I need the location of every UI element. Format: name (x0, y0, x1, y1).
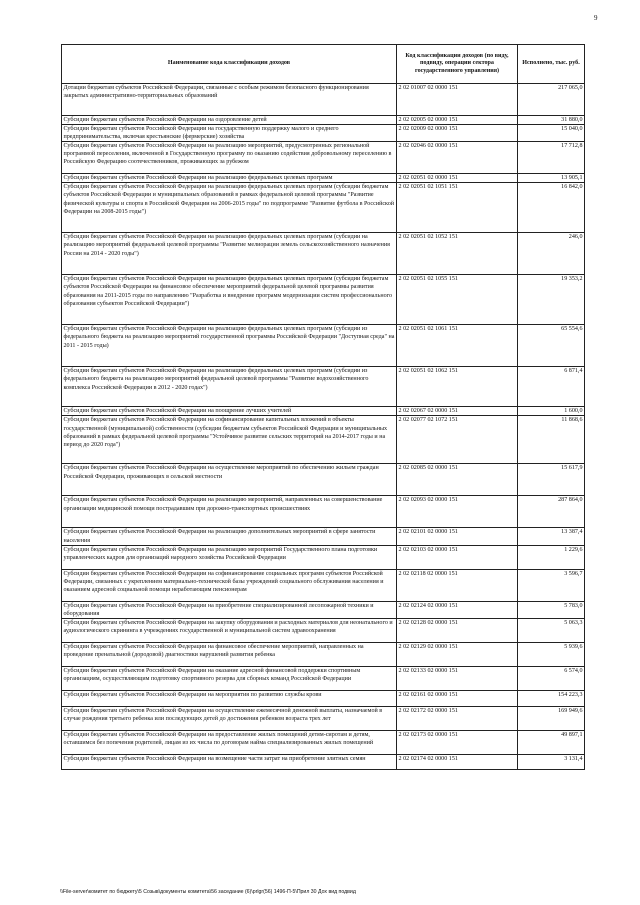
cell-code: 2 02 02009 02 0000 151 (397, 125, 518, 142)
cell-code: 2 02 02085 02 0000 151 (397, 464, 518, 496)
cell-name: Субсидии бюджетам субъектов Российской Федерации на государственную поддержку малого и среднего предпринимательства, включая крестьянские (фермерские) хозяйства (62, 125, 397, 142)
cell-code: 2 02 02067 02 0000 151 (397, 407, 518, 416)
cell-name: Субсидии бюджетам субъектов Российской Федерации на осуществление ежемесячной денежной выплаты, назначаемой в случае рождения третьего ребенка или последующих детей до достижения ребенком возраста трех лет (62, 706, 397, 730)
table-body (62, 84, 585, 770)
cell-amount: 3 596,7 (518, 569, 585, 601)
cell-amount: 15 040,0 (518, 125, 585, 142)
cell-amount: 15 617,9 (518, 464, 585, 496)
cell-amount: 19 353,2 (518, 275, 585, 325)
cell-name: Субсидии бюджетам субъектов Российской Федерации на возмещение части затрат на приобретение элитных семян (62, 754, 397, 769)
cell-name: Субсидии бюджетам субъектов Российской Федерации на софинансирование капитальных вложений в объекты государственной (муниципальной) собственности (субсидии бюджетам субъектов Российской Федерации и муниципальных образований в рамках федеральной целевой программы "Устойчивое развитие сельских территорий на 2014-2017 годы и на период до 2020 года") (62, 416, 397, 464)
cell-name: Дотации бюджетам субъектов Российской Федерации, связанные с особым режимом безопасного функционирования закрытых административно-территориальных образований (62, 84, 397, 116)
cell-code: 2 02 02173 02 0000 151 (397, 730, 518, 754)
cell-code: 2 02 02124 02 0000 151 (397, 601, 518, 618)
table-row (62, 706, 585, 730)
cell-name: Субсидии бюджетам субъектов Российской Федерации на реализацию федеральных целевых программ (62, 174, 397, 183)
cell-code: 2 02 02174 02 0000 151 (397, 754, 518, 769)
cell-code: 2 02 02077 02 1072 151 (397, 416, 518, 464)
cell-code: 2 02 02133 02 0000 151 (397, 666, 518, 690)
cell-name: Субсидии бюджетам субъектов Российской Федерации на софинансирование социальных программ субъектов Российской Федерации, связанных с укреплением материально-технической базы учреждений социального обслуживания населения и оказанием адресной социальной помощи неработающим пенсионерам (62, 569, 397, 601)
table-row (62, 642, 585, 666)
table-row (62, 407, 585, 416)
header-amount: Исполнено, тыс. руб. (518, 45, 585, 84)
cell-amount: 5 939,6 (518, 642, 585, 666)
table-row (62, 464, 585, 496)
table-row (62, 416, 585, 464)
cell-name: Субсидии бюджетам субъектов Российской Федерации на предоставление жилых помещений детям-сиротам и детям, оставшимся без попечения родителей, лицам из их числа по договорам найма специализированных жилых помещений (62, 730, 397, 754)
cell-code: 2 02 02051 02 1055 151 (397, 275, 518, 325)
cell-code: 2 02 02051 02 1062 151 (397, 367, 518, 407)
cell-code: 2 02 02103 02 0000 151 (397, 545, 518, 569)
cell-name: Субсидии бюджетам субъектов Российской Федерации на реализацию дополнительных мероприятий в сфере занятости населения (62, 528, 397, 545)
table-header-row (62, 45, 585, 84)
cell-amount: 1 600,0 (518, 407, 585, 416)
table-row (62, 142, 585, 174)
cell-amount: 5 063,3 (518, 618, 585, 642)
cell-code: 2 02 02093 02 0000 151 (397, 496, 518, 528)
table-row (62, 174, 585, 183)
table-row (62, 275, 585, 325)
header-code: Код классификации доходов (по виду, подвиду, операции сектора государственного управления) (397, 45, 518, 84)
header-name: Наименование кода классификации доходов (62, 45, 397, 84)
cell-name: Субсидии бюджетам субъектов Российской Федерации на реализацию федеральных целевых программ (субсидии на реализацию мероприятий федеральной целевой программы "Развитие мелиорации земель сельскохозяйственного назначения России на 2014 - 2020 годы") (62, 233, 397, 275)
cell-amount: 154 223,3 (518, 690, 585, 706)
cell-code: 2 02 01007 02 0000 151 (397, 84, 518, 116)
cell-code: 2 02 02051 02 0000 151 (397, 174, 518, 183)
cell-amount: 11 868,6 (518, 416, 585, 464)
table-row (62, 84, 585, 116)
cell-amount: 246,0 (518, 233, 585, 275)
cell-amount: 6 871,4 (518, 367, 585, 407)
table-row (62, 116, 585, 125)
revenue-table (61, 44, 585, 770)
cell-amount: 13 905,1 (518, 174, 585, 183)
cell-code: 2 02 02129 02 0000 151 (397, 642, 518, 666)
cell-name: Субсидии бюджетам субъектов Российской Федерации на поощрение лучших учителей (62, 407, 397, 416)
table-row (62, 367, 585, 407)
table-row (62, 601, 585, 618)
cell-name: Субсидии бюджетам субъектов Российской Федерации на оздоровление детей (62, 116, 397, 125)
table-row (62, 528, 585, 545)
table-row (62, 690, 585, 706)
table-row (62, 545, 585, 569)
cell-code: 2 02 02161 02 0000 151 (397, 690, 518, 706)
cell-name: Субсидии бюджетам субъектов Российской Федерации на финансовое обеспечение мероприятий, направленных на проведение пренатальной (дородовой) диагностики нарушений развития ребенка (62, 642, 397, 666)
table-row (62, 125, 585, 142)
cell-amount: 5 783,0 (518, 601, 585, 618)
cell-amount: 16 842,0 (518, 183, 585, 233)
table-row (62, 730, 585, 754)
cell-name: Субсидии бюджетам субъектов Российской Федерации на реализацию федеральных целевых программ (субсидии бюджетам субъектов Российской Федерации на финансовое обеспечение мероприятий федеральной целевой программы развития образования на 2011-2015 годы по направлению "Разработка и внедрение программ модернизации систем профессионального образования субъектов Российской Федерации") (62, 275, 397, 325)
table-row (62, 233, 585, 275)
cell-amount: 6 574,0 (518, 666, 585, 690)
table-row (62, 569, 585, 601)
cell-name: Субсидии бюджетам субъектов Российской Федерации на оказание адресной финансовой поддержки спортивным организациям, осуществляющим подготовку спортивного резерва для сборных команд Российской Федерации (62, 666, 397, 690)
cell-name: Субсидии бюджетам субъектов Российской Федерации на реализацию мероприятий Государственного плана подготовки управленческих кадров для организаций народного хозяйства Российской Федерации (62, 545, 397, 569)
cell-code: 2 02 02051 02 1052 151 (397, 233, 518, 275)
cell-amount: 217 065,0 (518, 84, 585, 116)
page-number: 9 (594, 14, 598, 22)
cell-name: Субсидии бюджетам субъектов Российской Федерации на приобретение специализированной лесопожарной техники и оборудования (62, 601, 397, 618)
cell-name: Субсидии бюджетам субъектов Российской Федерации на мероприятия по развитию службы крови (62, 690, 397, 706)
cell-code: 2 02 02051 02 1051 151 (397, 183, 518, 233)
cell-code: 2 02 02005 02 0000 151 (397, 116, 518, 125)
table-row (62, 666, 585, 690)
cell-name: Субсидии бюджетам субъектов Российской Федерации на осуществление мероприятий по обеспечению жильем граждан Российской Федерации, проживающих в сельской местности (62, 464, 397, 496)
cell-amount: 3 131,4 (518, 754, 585, 769)
footer-file-path: \\File-server\комитет по бюджету\5 Созыв\документы комитета\56 заседание (6)\prlgr(56) 1496-П-5\Прил 30 Дох вид подвид (60, 889, 356, 895)
table-row (62, 754, 585, 769)
cell-name: Субсидии бюджетам субъектов Российской Федерации на реализацию мероприятий, предусмотренных региональной программой переселения, включенной в Государственную программу по оказанию содействия добровольному переселению в Российскую Федерацию соотечественников, проживающих за рубежом (62, 142, 397, 174)
cell-name: Субсидии бюджетам субъектов Российской Федерации на реализацию мероприятий, направленных на совершенствование организации медицинской помощи пострадавшим при дорожно-транспортных происшествиях (62, 496, 397, 528)
cell-amount: 17 712,8 (518, 142, 585, 174)
cell-name: Субсидии бюджетам субъектов Российской Федерации на реализацию федеральных целевых программ (субсидии из федерального бюджета на реализацию мероприятий государственной программы Российской Федерации "Доступная среда" на 2011 - 2015 годы) (62, 325, 397, 367)
table-row (62, 618, 585, 642)
table-row (62, 183, 585, 233)
cell-amount: 287 864,0 (518, 496, 585, 528)
cell-name: Субсидии бюджетам субъектов Российской Федерации на реализацию федеральных целевых программ (субсидии из федерального бюджета на реализацию мероприятий федеральной целевой программы "Развитие водохозяйственного комплекса Российской Федерации в 2012 - 2020 годах") (62, 367, 397, 407)
table-row (62, 496, 585, 528)
cell-code: 2 02 02051 02 1061 151 (397, 325, 518, 367)
cell-code: 2 02 02172 02 0000 151 (397, 706, 518, 730)
table-row (62, 325, 585, 367)
cell-amount: 13 387,4 (518, 528, 585, 545)
cell-amount: 31 880,0 (518, 116, 585, 125)
cell-code: 2 02 02118 02 0000 151 (397, 569, 518, 601)
cell-code: 2 02 02101 02 0000 151 (397, 528, 518, 545)
cell-code: 2 02 02046 02 0000 151 (397, 142, 518, 174)
cell-amount: 49 897,1 (518, 730, 585, 754)
cell-name: Субсидии бюджетам субъектов Российской Федерации на реализацию федеральных целевых программ (субсидии бюджетам субъектов Российской Федерации и муниципальных образований в рамках федеральной целевой программы "Развитие физической культуры и спорта в Российской Федерации на 2006-2015 годы" по подпрограмме "Развитие футбола в Российской Федерации на 2008-2015 годы") (62, 183, 397, 233)
cell-amount: 65 554,6 (518, 325, 585, 367)
cell-code: 2 02 02128 02 0000 151 (397, 618, 518, 642)
cell-amount: 169 949,6 (518, 706, 585, 730)
cell-amount: 1 229,6 (518, 545, 585, 569)
cell-name: Субсидии бюджетам субъектов Российской Федерации на закупку оборудования и расходных материалов для неонатального и аудиологического скрининга в учреждениях государственной и муниципальной систем здравоохранения (62, 618, 397, 642)
